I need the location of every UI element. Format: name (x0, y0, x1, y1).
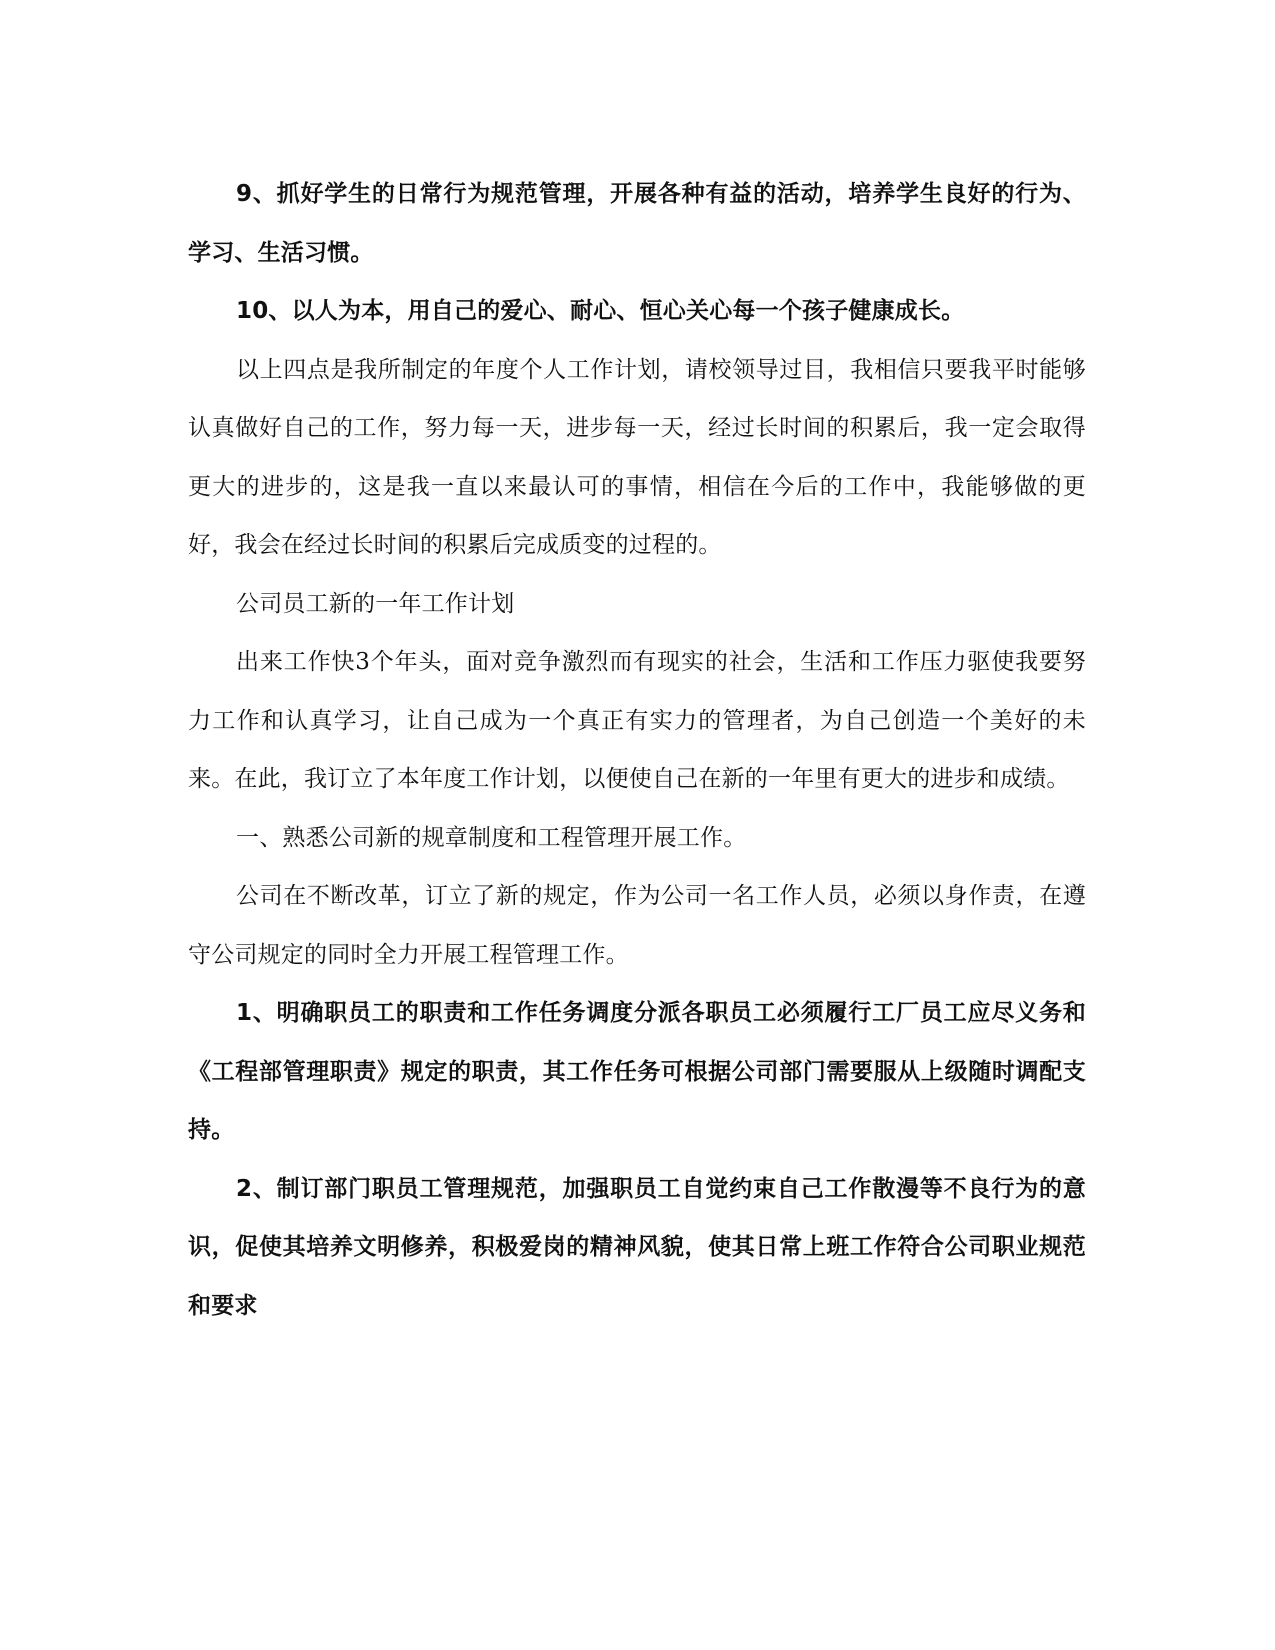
document-body (188, 165, 1086, 1335)
paragraph-item-9: 9、抓好学生的日常行为规范管理，开展各种有益的活动，培养学生良好的行为、学习、生活习惯。 (188, 181, 1086, 266)
paragraph-item-2: 2、制订部门职员工管理规范，加强职员工自觉约束自己工作散漫等不良行为的意识，促使其培养文明修养，积极爱岗的精神风貌，使其日常上班工作符合公司职业规范和要求 (188, 1175, 1086, 1319)
heading-section-one: 一、熟悉公司新的规章制度和工程管理开展工作。 (236, 824, 747, 851)
paragraph-item-1: 1、明确职员工的职责和工作任务调度分派各职员工必须履行工厂员工应尽义务和《工程部管理职责》规定的职责，其工作任务可根据公司部门需要服从上级随时调配支持。 (188, 1000, 1086, 1143)
paragraph-item-10: 10、以人为本，用自己的爱心、耐心、恒心关心每一个孩子健康成长。 (236, 298, 965, 324)
paragraph-summary: 以上四点是我所制定的年度个人工作计划，请校领导过目，我相信只要我平时能够认真做好自己的工作，努力每一天，进步每一天，经过长时间的积累后，我一定会取得更大的进步的，这是我一直以来最认可的事情，相信在今后的工作中，我能够做的更好，我会在经过长时间的积累后完成质变的过程的。 (188, 356, 1086, 558)
paragraph-section-one: 公司在不断改革，订立了新的规定，作为公司一名工作人员，必须以身作责，在遵守公司规定的同时全力开展工程管理工作。 (188, 883, 1086, 968)
section-title: 公司员工新的一年工作计划 (236, 590, 515, 617)
paragraph-intro: 出来工作快3个年头，面对竞争激烈而有现实的社会，生活和工作压力驱使我要努力工作和认真学习，让自己成为一个真正有实力的管理者，为自己创造一个美好的未来。在此，我订立了本年度工作计划，以便使自己在新的一年里有更大的进步和成绩。 (188, 649, 1086, 792)
